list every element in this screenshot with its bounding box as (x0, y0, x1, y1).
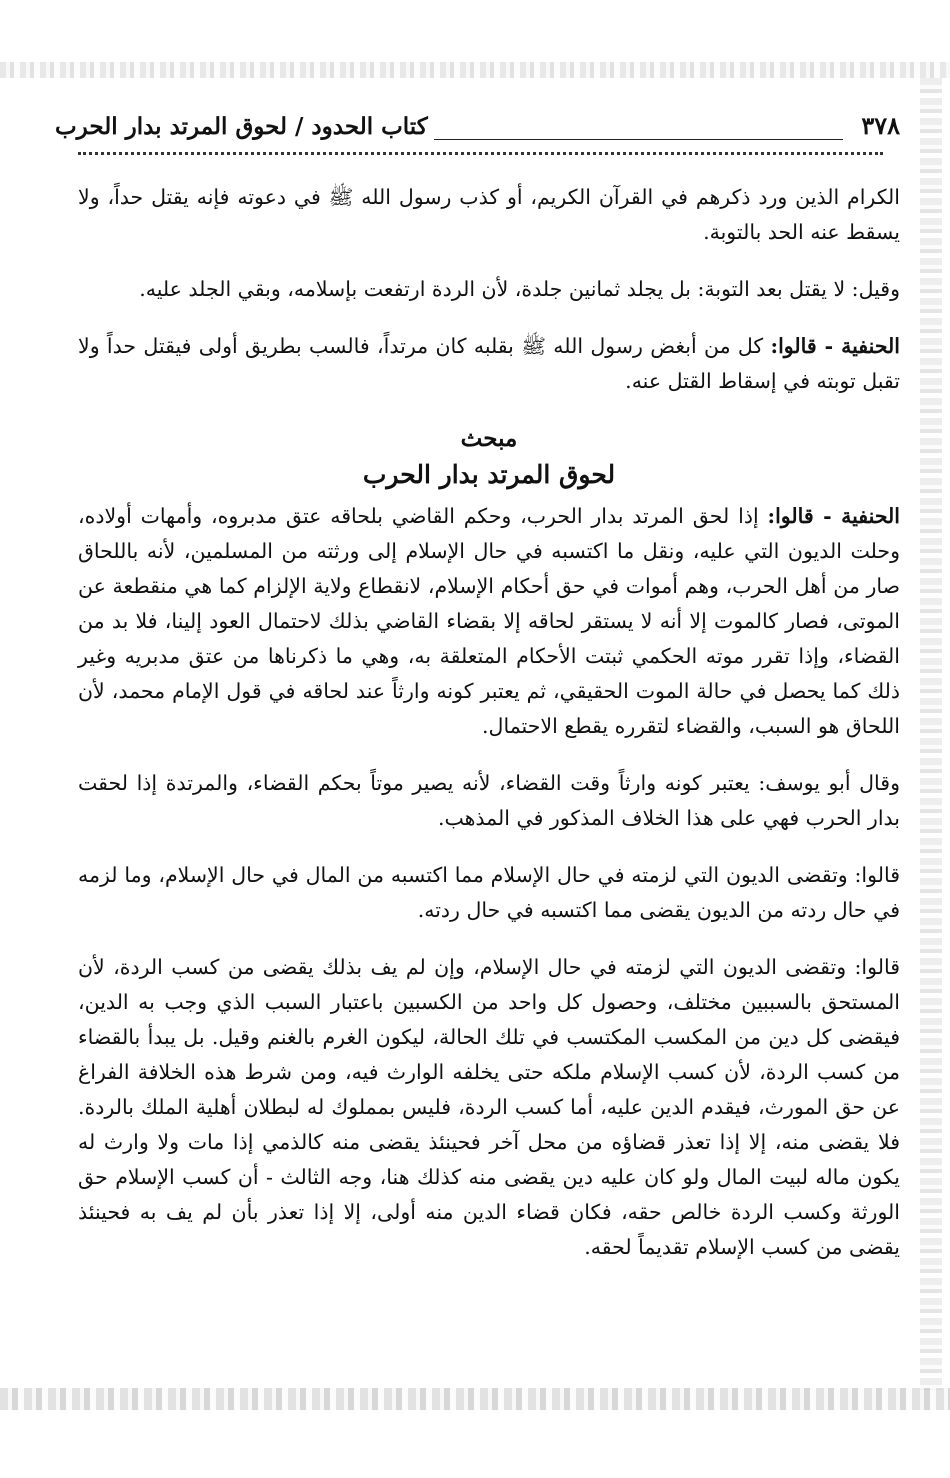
paragraph-text: قالوا: وتقضى الديون التي لزمته في حال الإسلام، وإن لم يف بذلك يقضى من كسب الردة، لأن المستحق بالسببين مختلف، وحصول كل واحد من الكسبين باعتبار السبب الذي وجب به الدين، فيقضى كل دين من المكسب المكتسب في تلك الحالة، ليكون الغرم بالغنم وقيل. بل يبدأ بالقضاء من كسب الردة، لأن كسب الإسلام ملكه حتى يخلفه الوارث فيه، ومن شرط هذه الخلافة الفراغ عن حق المورث، فيقدم الدين عليه، أما كسب الردة، فليس بمملوك له لبطلان أهلية الملك بالردة. فلا يقضى منه، إلا إذا تعذر قضاؤه من محل آخر فحينئذ يقضى منه كالذمي إذا مات ولا وارث له يكون ماله لبيت المال ولو كان عليه دين يقضى منه كذلك هنا، وجه الثالث - أن كسب الإسلام حق الورثة وكسب الردة خالص حقه، فكان قضاء الدين منه أولى، إلا إذا تعذر بأن لم يف به فحينئذ يقضى من كسب الإسلام تقديماً لحقه. (78, 955, 900, 1259)
running-title: كتاب الحدود / لحوق المرتد بدار الحرب (55, 113, 428, 140)
page-header (55, 100, 900, 140)
decorative-border-right (920, 78, 942, 1390)
header-rule (434, 119, 844, 140)
paragraph-lead: الحنفية - قالوا: (770, 334, 900, 358)
decorative-border-bottom (0, 1388, 950, 1410)
decorative-border-top (0, 62, 950, 78)
paragraph (78, 950, 900, 1265)
paragraph (78, 272, 900, 307)
paragraph (78, 499, 900, 744)
section-heading-line-2: لحوق المرتد بدار الحرب (362, 460, 616, 489)
paragraph-text: وقال أبو يوسف: يعتبر كونه وارثاً وقت القضاء، لأنه يصير موتاً بحكم القضاء، والمرتدة إذا لحقت بدار الحرب فهي على هذا الخلاف المذكور في المذهب. (78, 771, 900, 830)
paragraph (78, 180, 900, 250)
paragraph-text: الكرام الذين ورد ذكرهم في القرآن الكريم، أو كذب رسول الله ﷺ في دعوته فإنه يقتل حداً، ولا يسقط عنه الحد بالتوبة. (78, 185, 900, 244)
paragraph-text: إذا لحق المرتد بدار الحرب، وحكم القاضي بلحاقه عتق مدبروه، وأمهات أولاده، وحلت الديون التي عليه، ونقل ما اكتسبه في حال الإسلام إلى ورثته من المسلمين، لأنه باللحاق صار من أهل الحرب، وهم أموات في حق أحكام الإسلام، لانقطاع ولاية الإلزام كما هي منقطعة عن الموتى، فصار كالموت إلا أنه لا يستقر لحاقه إلا بقضاء القاضي بذلك لاحتمال العود إلينا، فلا بد من القضاء، وإذا تقرر موته الحكمي ثبتت الأحكام المتعلقة به، وهي ما ذكرناها من عتق مدبريه وغير ذلك كما يحصل في حالة الموت الحقيقي، ثم يعتبر كونه وارثاً عند لحاقه في قول الإمام محمد، لأن اللحاق هو السبب، والقضاء لتقرره يقطع الاحتمال. (78, 504, 900, 738)
paragraph-text: كل من أبغض رسول الله ﷺ بقلبه كان مرتداً، فالسب بطريق أولى فيقتل حداً ولا تقبل توبته في إسقاط القتل عنه. (78, 334, 900, 393)
paragraph-lead: الحنفية - قالوا: (767, 504, 900, 528)
paragraph (78, 858, 900, 928)
section-heading (78, 421, 900, 493)
page-number: ٣٧٨ (861, 111, 900, 140)
dotted-separator (78, 152, 883, 155)
paragraph-text: قالوا: وتقضى الديون التي لزمته في حال الإسلام مما اكتسبه من المال في حال الإسلام، وما لزمه في حال ردته من الديون يقضى مما اكتسبه في حال ردته. (78, 863, 900, 922)
page-body (78, 180, 900, 1287)
section-heading-line-1: مبحث (460, 425, 518, 452)
paragraph-text: وقيل: لا يقتل بعد التوبة: بل يجلد ثمانين جلدة، لأن الردة ارتفعت بإسلامه، وبقي الجلد عليه. (139, 277, 900, 301)
paragraph (78, 766, 900, 836)
paragraph (78, 329, 900, 399)
